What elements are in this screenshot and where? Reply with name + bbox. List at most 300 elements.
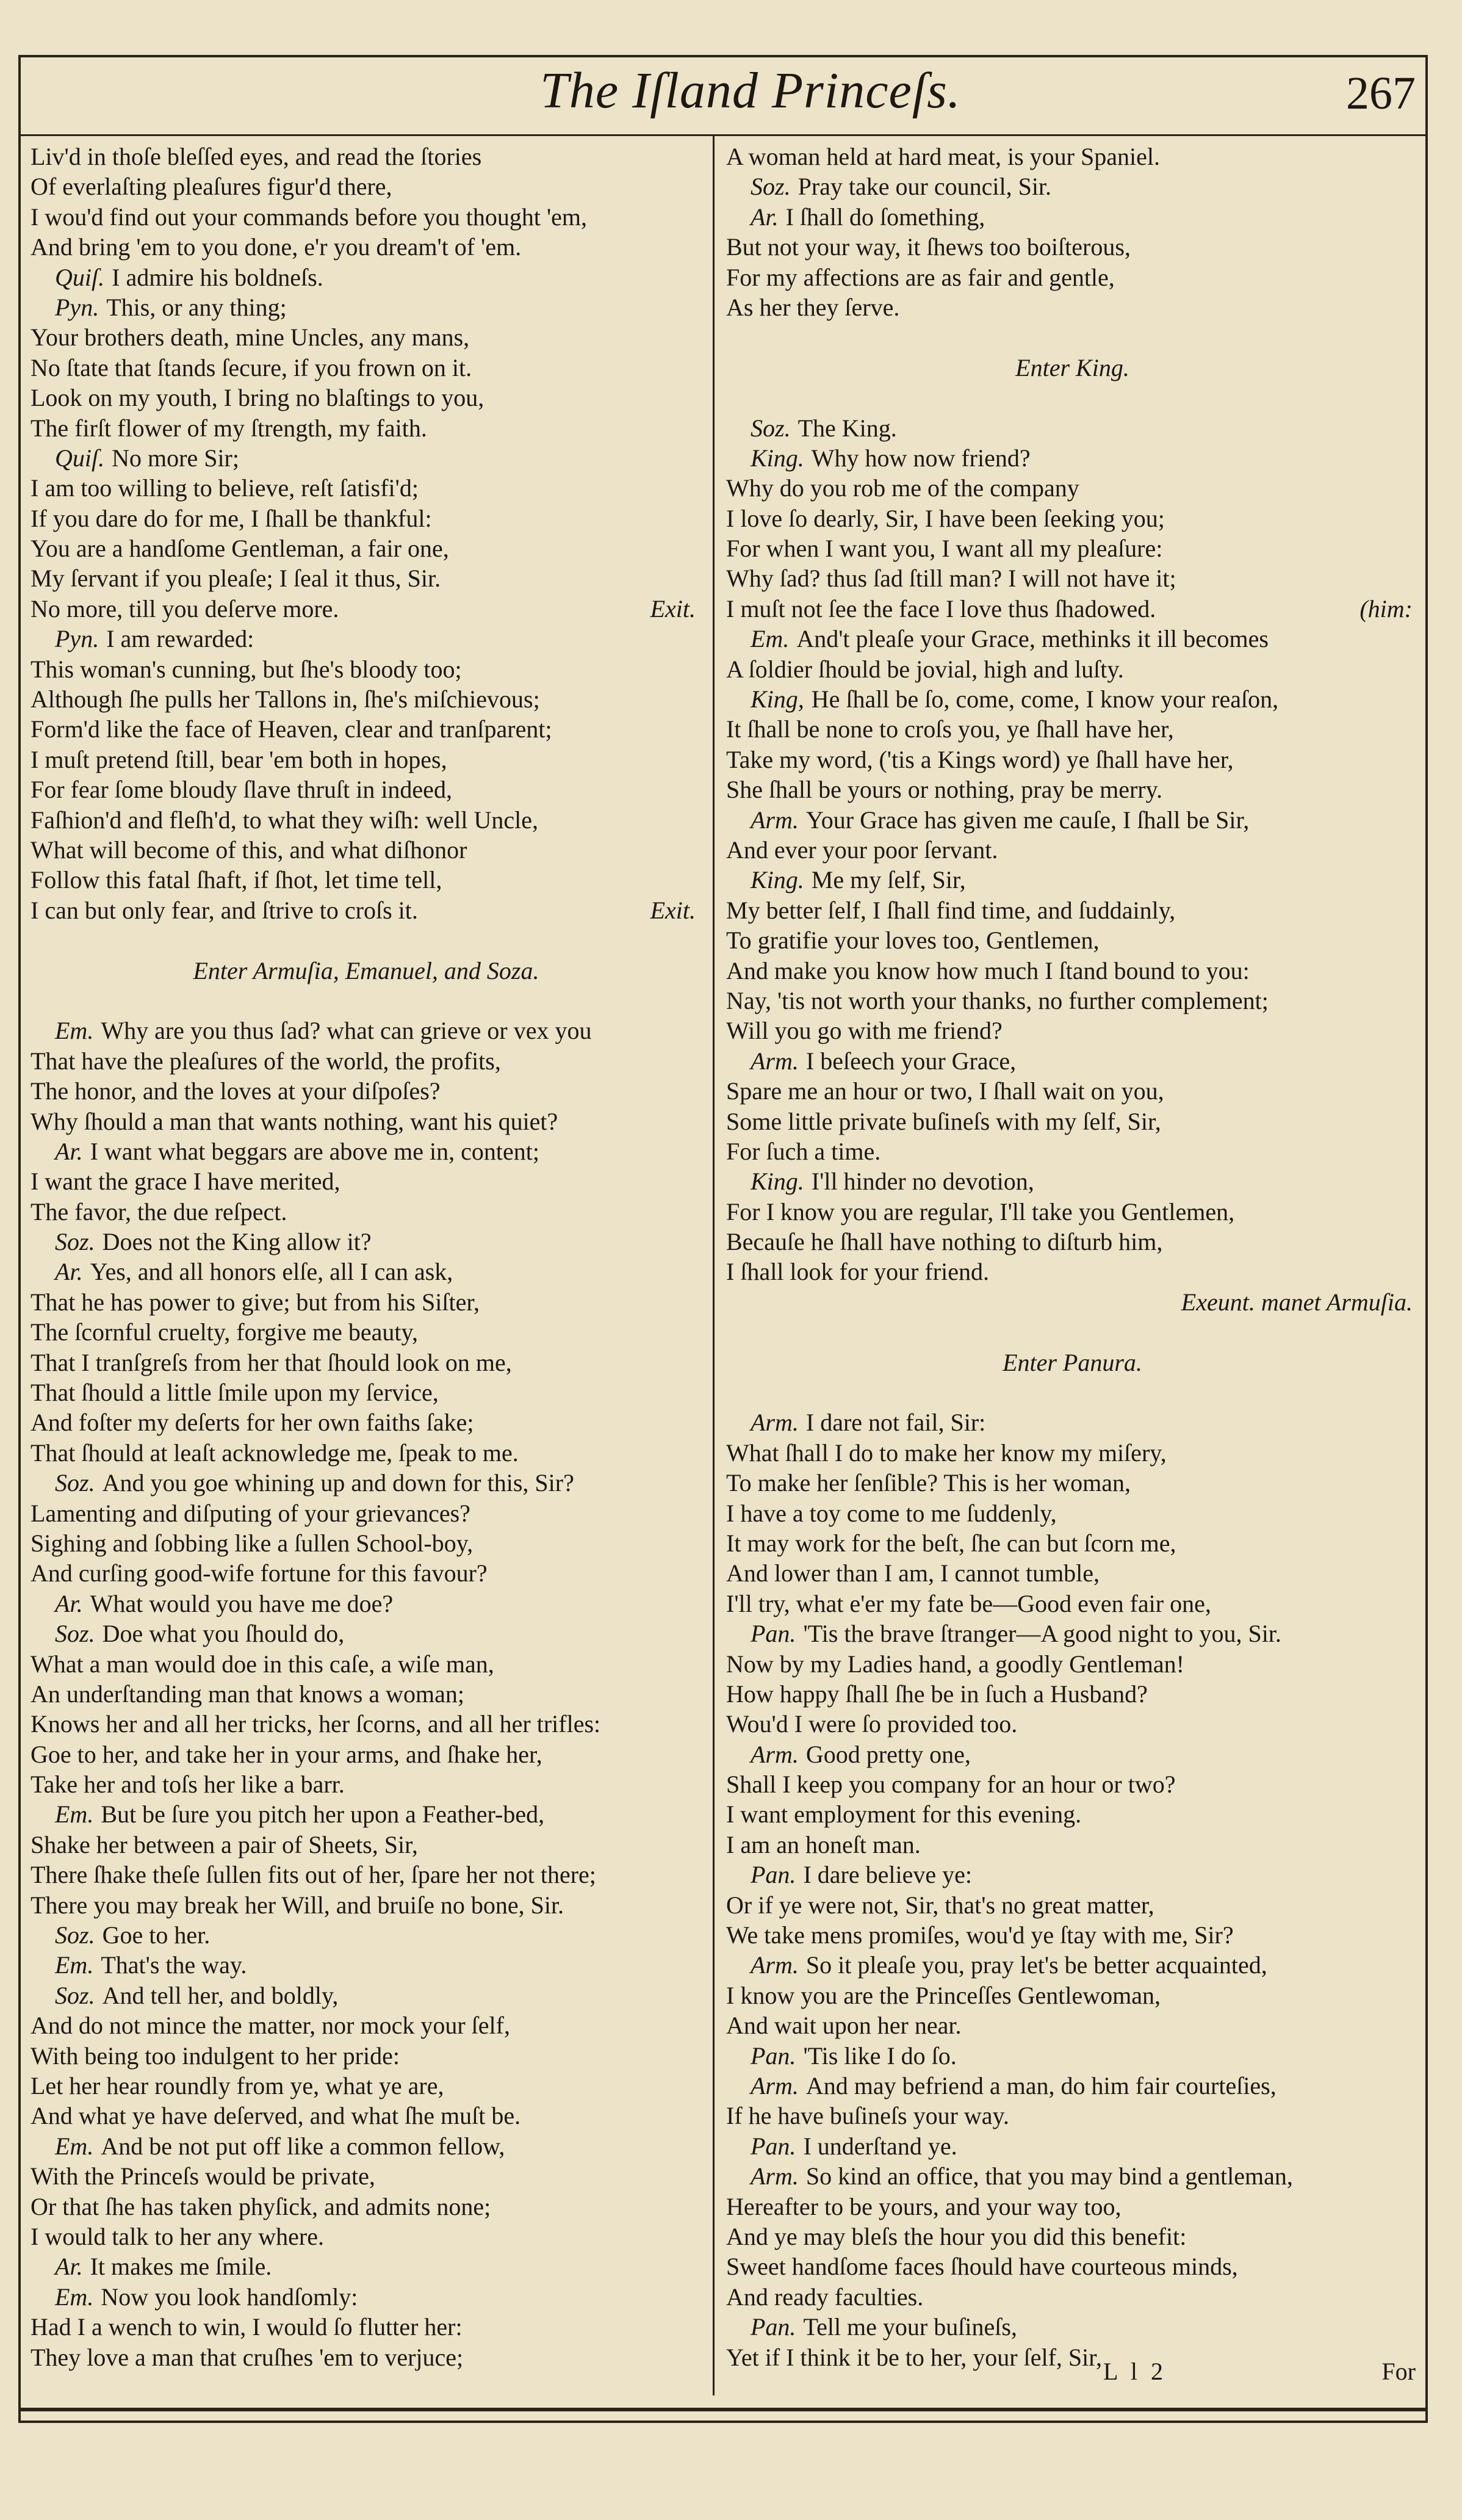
speaker-name: Pyn.	[55, 293, 99, 321]
verse-line	[726, 473, 1419, 503]
verse-line	[726, 895, 1419, 925]
line-text: There you may break her Will, and bruiſe no bone, Sir.	[31, 1891, 564, 1919]
line-text: I am an honeſt man.	[726, 1830, 921, 1858]
line-text: And ever your poor ſervant.	[726, 836, 998, 864]
line-text: Form'd like the face of Heaven, clear and tranſparent;	[31, 715, 552, 743]
verse-line	[726, 1799, 1419, 1829]
speaker-name: Pyn.	[55, 625, 99, 653]
line-text: For I know you are regular, I'll take you Gentlemen,	[726, 1197, 1235, 1226]
speaker-name: Arm.	[751, 806, 799, 834]
speaker-name: Quiſ.	[55, 263, 105, 291]
verse-line	[31, 322, 702, 352]
line-text: I muſt not ſee the face I love thus ſhadowed.	[726, 594, 1156, 623]
verse-line	[31, 805, 702, 835]
stage-direction: Exeunt. manet Armuſia.	[1181, 1288, 1413, 1316]
line-text: What a man would doe in this caſe, a wiſe man,	[31, 1650, 494, 1678]
speaker-name: Arm.	[751, 2162, 799, 2190]
speaker-name: King.	[751, 866, 804, 894]
header-rule	[18, 134, 1428, 136]
line-text: I can but only fear, and ſtrive to croſs it.	[31, 896, 418, 924]
verse-line	[726, 142, 1419, 171]
line-text: To gratifie your loves too, Gentlemen,	[726, 926, 1100, 955]
speaker-name: Soz.	[55, 1228, 95, 1256]
verse-line	[31, 383, 702, 413]
blank-line	[726, 322, 1419, 352]
verse-line	[726, 774, 1419, 804]
speech-line	[31, 2131, 702, 2161]
verse-line	[726, 232, 1419, 262]
line-text: I dare believe ye:	[803, 1861, 972, 1889]
line-text: For ſuch a time.	[726, 1137, 881, 1165]
line-text: Now you look handſomly:	[101, 2283, 358, 2311]
stage-direction: Enter King.	[1015, 353, 1129, 381]
line-text: I am too willing to believe, reſt ſatisfi'd;	[31, 474, 419, 502]
speaker-name: Ar.	[55, 1589, 83, 1617]
verse-line	[31, 2222, 702, 2251]
line-text: Nay, 'tis not worth your thanks, no further complement;	[726, 986, 1269, 1014]
line-text: For my affections are as fair and gentle,	[726, 263, 1115, 291]
speaker-name: Pan.	[751, 1861, 796, 1889]
line-text: Take her and toſs her like a barr.	[31, 1771, 345, 1799]
verse-line	[31, 504, 702, 533]
line-text: Pray take our council, Sir.	[798, 173, 1052, 201]
verse-line	[31, 2101, 702, 2131]
line-text: I ſhall do ſomething,	[785, 203, 985, 231]
verse-line	[31, 1739, 702, 1769]
line-text: This woman's cunning, but ſhe's bloody too;	[31, 655, 462, 683]
line-text: And tell her, and boldly,	[102, 1981, 339, 2009]
speaker-name: Soz.	[55, 1921, 95, 1949]
verse-line	[31, 1287, 702, 1317]
line-text: Sweet handſome faces ſhould have courteous minds,	[726, 2253, 1238, 2281]
line-text: Some little private buſineſs with my ſelf, Sir,	[726, 1107, 1161, 1135]
verse-line	[31, 774, 702, 804]
line-text: I wou'd find out your commands before you thought 'em,	[31, 203, 588, 231]
line-text: That ſhould at leaſt acknowledge me, ſpeak to me.	[31, 1439, 519, 1467]
line-text: Yet if I think it be to her, your ſelf, Sir,	[726, 2343, 1102, 2371]
line-text: So kind an office, that you may bind a gentleman,	[805, 2162, 1293, 2190]
verse-line	[726, 1136, 1419, 1166]
speech-line	[31, 1016, 702, 1045]
line-text: A ſoldier ſhould be jovial, high and luſty.	[726, 655, 1124, 683]
speech-line	[726, 1860, 1419, 1890]
speaker-name: King,	[751, 685, 804, 713]
speech-line	[31, 1468, 702, 1498]
speaker-name: Quiſ.	[55, 444, 105, 472]
verse-line	[726, 1920, 1419, 1950]
speech-line	[726, 624, 1419, 654]
line-text: I'll hinder no devotion,	[811, 1168, 1034, 1196]
verse-line	[31, 1197, 702, 1227]
line-text: Now by my Ladies hand, a goodly Gentleman!	[726, 1650, 1184, 1678]
catchword: For	[1381, 2358, 1416, 2385]
speech-line	[31, 2282, 702, 2312]
line-text: My better ſelf, I ſhall find time, and ſuddainly,	[726, 896, 1176, 924]
verse-line	[726, 2282, 1419, 2312]
stage-direction: Enter Armuſia, Emanuel, and Soza.	[193, 956, 539, 984]
line-text: I beſeech your Grace,	[805, 1047, 1017, 1075]
line-text: I want employment for this evening.	[726, 1800, 1082, 1829]
verse-line	[726, 1257, 1419, 1287]
verse-line	[726, 1468, 1419, 1498]
speaker-name: Soz.	[751, 173, 791, 201]
verse-line	[726, 1830, 1419, 1860]
line-text: Look on my youth, I bring no blaſtings to you,	[31, 384, 484, 412]
line-text: Why ſad? thus ſad ſtill man? I will not have it;	[726, 565, 1176, 593]
verse-line	[31, 2161, 702, 2191]
verse-line	[31, 654, 702, 684]
line-text: So it pleaſe you, pray let's be better acquainted,	[805, 1951, 1267, 1979]
stage-direction: Enter Panura.	[1003, 1348, 1142, 1376]
line-text: No more Sir;	[112, 444, 239, 472]
line-text: That I tranſgreſs from her that ſhould look on me,	[31, 1348, 512, 1376]
verse-line	[726, 594, 1419, 624]
speech-line	[31, 1227, 702, 1257]
line-text: And make you know how much I ſtand bound to you:	[726, 956, 1250, 984]
verse-line	[31, 714, 702, 744]
line-text: Faſhion'd and fleſh'd, to what they wiſh: well Uncle,	[31, 806, 539, 834]
line-text: It ſhall be none to croſs you, ye ſhall have her,	[726, 715, 1174, 743]
line-text: Goe to her, and take her in your arms, and ſhake her,	[31, 1740, 542, 1768]
line-text: That have the pleaſures of the world, the profits,	[31, 1047, 501, 1075]
line-text: Liv'd in thoſe bleſſed eyes, and read the ſtories	[31, 143, 482, 170]
speech-line	[31, 1950, 702, 1980]
line-text: And wait upon her near.	[726, 2012, 962, 2040]
line-text: And bring 'em to you done, e'r you dream't of 'em.	[31, 233, 522, 261]
speech-line	[31, 1257, 702, 1287]
line-text: Why how now friend?	[811, 444, 1031, 472]
verse-line	[31, 232, 702, 262]
verse-line	[31, 202, 702, 232]
verse-line	[726, 1438, 1419, 1468]
column-separator	[713, 134, 715, 2395]
exit-direction: Exit.	[650, 594, 696, 623]
speaker-name: Pan.	[751, 1620, 796, 1648]
line-text: The ſcornful cruelty, forgive me beauty,	[31, 1318, 418, 1346]
verse-line	[726, 1679, 1419, 1709]
line-text: Of everlaſting pleaſures figur'd there,	[31, 173, 392, 201]
line-text: Your Grace has given me cauſe, I ſhall be Sir,	[805, 806, 1250, 834]
speaker-name: Em.	[55, 1951, 94, 1979]
blank-line	[31, 986, 702, 1016]
line-text: What ſhall I do to make her know my miſery,	[726, 1439, 1167, 1467]
line-text: Doe what you ſhould do,	[102, 1620, 345, 1648]
speaker-name: Soz.	[55, 1469, 95, 1497]
line-text: How happy ſhall ſhe be in ſuch a Husband?	[726, 1680, 1148, 1708]
speaker-name: Arm.	[751, 1951, 799, 1979]
verse-line	[31, 1317, 702, 1347]
line-text: I am rewarded:	[106, 625, 254, 653]
verse-line	[726, 1528, 1419, 1558]
verse-line	[726, 745, 1419, 774]
verse-line	[31, 473, 702, 503]
speaker-name: Ar.	[55, 1137, 83, 1165]
line-text: Wou'd I were ſo provided too.	[726, 1710, 1018, 1738]
verse-line	[31, 142, 702, 171]
line-text: And you goe whining up and down for this, Sir?	[102, 1469, 574, 1497]
verse-line	[31, 1890, 702, 1920]
speaker-name: Em.	[751, 625, 790, 653]
verse-line	[31, 1407, 702, 1437]
speech-line	[726, 805, 1419, 835]
footer-rule	[18, 2408, 1428, 2411]
verse-line	[31, 413, 702, 443]
speech-line	[31, 1136, 702, 1166]
speaker-name: Em.	[55, 2283, 94, 2311]
speech-line	[31, 1619, 702, 1648]
verse-line	[726, 2342, 1419, 2372]
speech-line	[726, 2041, 1419, 2071]
verse-line	[31, 865, 702, 895]
verse-line	[726, 1016, 1419, 1045]
verse-line	[726, 1076, 1419, 1106]
speech-line	[31, 443, 702, 473]
line-text: No ſtate that ſtands ſecure, if you frown on it.	[31, 353, 472, 381]
line-text: You are a handſome Gentleman, a fair one,	[31, 535, 449, 563]
line-text: That he has power to give; but from his Siſter,	[31, 1288, 480, 1316]
line-text: It may work for the beſt, ſhe can but ſcorn me,	[726, 1529, 1176, 1557]
line-text: The firſt flower of my ſtrength, my faith.	[31, 414, 427, 442]
line-text: Or if ye were not, Sir, that's no great matter,	[726, 1891, 1154, 1919]
line-text: He ſhall be ſo, come, come, I know your reaſon,	[811, 685, 1279, 713]
verse-line	[31, 1649, 702, 1679]
line-text: Had I a wench to win, I would ſo flutter her:	[31, 2313, 463, 2341]
line-text: With being too indulgent to her pride:	[31, 2042, 400, 2070]
line-text: What will become of this, and what diſhonor	[31, 836, 467, 864]
verse-line	[31, 835, 702, 865]
speaker-name: Soz.	[55, 1981, 95, 2009]
line-text: I would talk to her any where.	[31, 2222, 324, 2250]
line-text: An underſtanding man that knows a woman;	[31, 1680, 464, 1708]
line-text: Why are you thus ſad? what can grieve or vex you	[101, 1017, 592, 1045]
line-text: And foſter my deſerts for her own faiths ſake;	[31, 1409, 474, 1437]
verse-line	[31, 533, 702, 563]
line-text: Lamenting and diſputing of your grievances?	[31, 1499, 470, 1527]
line-text: With the Princeſs would be private,	[31, 2162, 375, 2190]
speech-line	[726, 1950, 1419, 1980]
line-text: Shake her between a pair of Sheets, Sir,	[31, 1830, 418, 1858]
speaker-name: Arm.	[751, 1740, 799, 1768]
verse-line	[726, 2101, 1419, 2131]
verse-line	[31, 2010, 702, 2040]
speaker-name: King.	[751, 1168, 804, 1196]
line-text: Hereafter to be yours, and your way too,	[726, 2192, 1122, 2220]
line-text: Yes, and all honors elſe, all I can ask,	[90, 1258, 453, 1286]
line-text: I have a toy come to me ſuddenly,	[726, 1499, 1057, 1527]
line-text: But not your way, it ſhews too boiſterous,	[726, 233, 1131, 261]
line-text: I know you are the Princeſſes Gentlewoman,	[726, 1981, 1161, 2009]
speech-line	[726, 1619, 1419, 1648]
speech-line	[31, 2251, 702, 2281]
verse-line	[726, 654, 1419, 684]
line-text: Will you go with me friend?	[726, 1017, 1003, 1045]
verse-line	[31, 1830, 702, 1860]
speaker-name: Em.	[55, 2132, 94, 2160]
verse-line	[726, 835, 1419, 865]
verse-line	[726, 1197, 1419, 1227]
verse-line	[31, 1438, 702, 1468]
verse-line	[31, 1498, 702, 1528]
verse-line	[726, 563, 1419, 593]
speech-line	[726, 202, 1419, 232]
speech-line	[726, 443, 1419, 473]
verse-line	[726, 1649, 1419, 1679]
speech-line	[726, 1407, 1419, 1437]
line-text: And ready faculties.	[726, 2283, 924, 2311]
verse-line	[726, 1498, 1419, 1528]
line-text: Or that ſhe has taken phyſick, and admits none;	[31, 2192, 491, 2220]
speaker-name: Arm.	[751, 1409, 799, 1437]
verse-line	[726, 1227, 1419, 1257]
verse-line	[31, 353, 702, 383]
verse-line	[726, 2251, 1419, 2281]
verse-line	[31, 2071, 702, 2101]
line-text: I want the grace I have merited,	[31, 1168, 340, 1196]
verse-line	[726, 956, 1419, 986]
line-text: But be ſure you pitch her upon a Feather-bed,	[101, 1800, 545, 1829]
line-text: I want what beggars are above me in, content;	[90, 1137, 539, 1165]
line-text: They love a man that cruſhes 'em to verjuce;	[31, 2343, 464, 2371]
speech-line	[31, 1589, 702, 1619]
line-text: The King.	[798, 414, 897, 442]
verse-line	[31, 1377, 702, 1407]
verse-line	[31, 1166, 702, 1196]
line-text: Me my ſelf, Sir,	[811, 866, 966, 894]
line-text: And may befriend a man, do him fair courteſies,	[805, 2072, 1277, 2099]
speaker-name: Ar.	[751, 203, 779, 231]
line-text: The favor, the due reſpect.	[31, 1197, 287, 1226]
line-text: For when I want you, I want all my pleaſure:	[726, 535, 1163, 563]
blank-line	[726, 383, 1419, 413]
line-text: If you dare do for me, I ſhall be thankful:	[31, 504, 432, 532]
verse-line	[31, 684, 702, 714]
blank-line	[726, 1377, 1419, 1407]
line-text: Sighing and ſobbing like a ſullen School-boy,	[31, 1529, 474, 1557]
line-text: Good pretty one,	[805, 1740, 971, 1768]
verse-line	[31, 745, 702, 774]
verse-line	[726, 2222, 1419, 2251]
speaker-name: Arm.	[751, 1047, 799, 1075]
line-text: Becauſe he ſhall have nothing to diſturb him,	[726, 1228, 1163, 1256]
line-text: I'll try, what e'er my fate be—Good even fair one,	[726, 1589, 1211, 1617]
line-text: And ye may bleſs the hour you did this benefit:	[726, 2222, 1187, 2250]
verse-line	[726, 986, 1419, 1016]
verse-line	[31, 594, 702, 624]
verse-line	[31, 2342, 702, 2372]
speech-line	[726, 684, 1419, 714]
speech-line	[726, 2131, 1419, 2161]
line-text: I dare not fail, Sir:	[805, 1409, 986, 1437]
speaker-name: Ar.	[55, 2253, 83, 2281]
verse-line	[726, 1709, 1419, 1739]
verse-line	[31, 1709, 702, 1739]
line-text: Knows her and all her tricks, her ſcorns, and all her trifles:	[31, 1710, 601, 1738]
verse-line	[726, 1890, 1419, 1920]
speaker-name: Pan.	[751, 2132, 796, 2160]
line-text: And do not mince the matter, nor mock your ſelf,	[31, 2012, 510, 2040]
verse-line	[31, 2312, 702, 2342]
line-text: She ſhall be yours or nothing, pray be merry.	[726, 776, 1163, 804]
line-text: Follow this fatal ſhaft, if ſhot, let time tell,	[31, 866, 442, 894]
speaker-name: King.	[751, 444, 804, 472]
speech-line	[31, 1920, 702, 1950]
speech-line	[31, 292, 702, 322]
verse-line	[726, 2192, 1419, 2222]
line-text: And't pleaſe your Grace, methinks it ill becomes	[796, 625, 1269, 653]
line-text: Take my word, ('tis a Kings word) ye ſhall have her,	[726, 745, 1234, 773]
line-text: 'Tis the brave ſtranger—A good night to you, Sir.	[803, 1620, 1281, 1648]
speaker-name: Pan.	[751, 2042, 796, 2070]
line-text: Spare me an hour or two, I ſhall wait on you,	[726, 1077, 1164, 1105]
verse-line	[31, 1769, 702, 1799]
verse-line	[31, 1046, 702, 1076]
speech-line	[726, 413, 1419, 443]
verse-line	[726, 714, 1419, 744]
verse-line	[31, 2192, 702, 2222]
line-text: That ſhould a little ſmile upon my ſervice,	[31, 1379, 439, 1407]
speech-line	[726, 865, 1419, 895]
verse-line	[31, 1679, 702, 1709]
line-text: I underſtand ye.	[803, 2132, 957, 2160]
line-text: No more, till you deſerve more.	[31, 594, 339, 623]
line-text: And what ye have deſerved, and what ſhe muſt be.	[31, 2102, 521, 2130]
speech-line	[726, 1739, 1419, 1769]
line-text: The honor, and the loves at your diſpoſes?	[31, 1077, 441, 1105]
line-text: If he have buſineſs your way.	[726, 2102, 1009, 2130]
left-column	[31, 142, 702, 2372]
speech-line	[31, 1799, 702, 1829]
verse-line	[31, 1076, 702, 1106]
line-text: Tell me your buſineſs,	[803, 2313, 1017, 2341]
line-text: There ſhake theſe ſullen fits out of her, ſpare her not there;	[31, 1861, 596, 1889]
speech-line	[726, 2071, 1419, 2101]
verse-line	[726, 2010, 1419, 2040]
verse-line	[31, 1558, 702, 1588]
verse-line	[726, 292, 1419, 322]
verse-line	[726, 504, 1419, 533]
line-text: And lower than I am, I cannot tumble,	[726, 1559, 1100, 1587]
line-text: 'Tis like I do ſo.	[803, 2042, 957, 2070]
line-text: That's the way.	[101, 1951, 247, 1979]
line-text: As her they ſerve.	[726, 293, 900, 321]
line-text: My ſervant if you pleaſe; I ſeal it thus, Sir.	[31, 565, 441, 593]
line-text: Why do you rob me of the company	[726, 474, 1079, 502]
speaker-name: Pan.	[751, 2313, 796, 2341]
blank-line	[31, 925, 702, 955]
line-text: What would you have me doe?	[90, 1589, 394, 1617]
verse-line	[726, 925, 1419, 955]
line-text: A woman held at hard meat, is your Spaniel.	[726, 143, 1160, 170]
speaker-name: Soz.	[55, 1620, 95, 1648]
running-title: The Iſland Princeſs.	[540, 62, 961, 119]
verse-line	[726, 533, 1419, 563]
verse-line	[31, 2041, 702, 2071]
line-text: To make her ſenſible? This is her woman,	[726, 1469, 1131, 1497]
verse-line	[31, 563, 702, 593]
line-text: And be not put off like a common fellow,	[101, 2132, 505, 2160]
speech-line	[31, 624, 702, 654]
verse-line	[726, 1980, 1419, 2010]
speaker-name: Em.	[55, 1800, 94, 1829]
speech-line	[726, 1046, 1419, 1076]
blank-line	[726, 1317, 1419, 1347]
verse-line	[726, 1558, 1419, 1588]
line-text: We take mens promiſes, wou'd ye ſtay with me, Sir?	[726, 1921, 1234, 1949]
line-text: Does not the King allow it?	[102, 1228, 372, 1256]
page-number: 267	[1346, 68, 1416, 119]
exit-direction: Exit.	[650, 896, 696, 924]
verse-line	[31, 895, 702, 925]
